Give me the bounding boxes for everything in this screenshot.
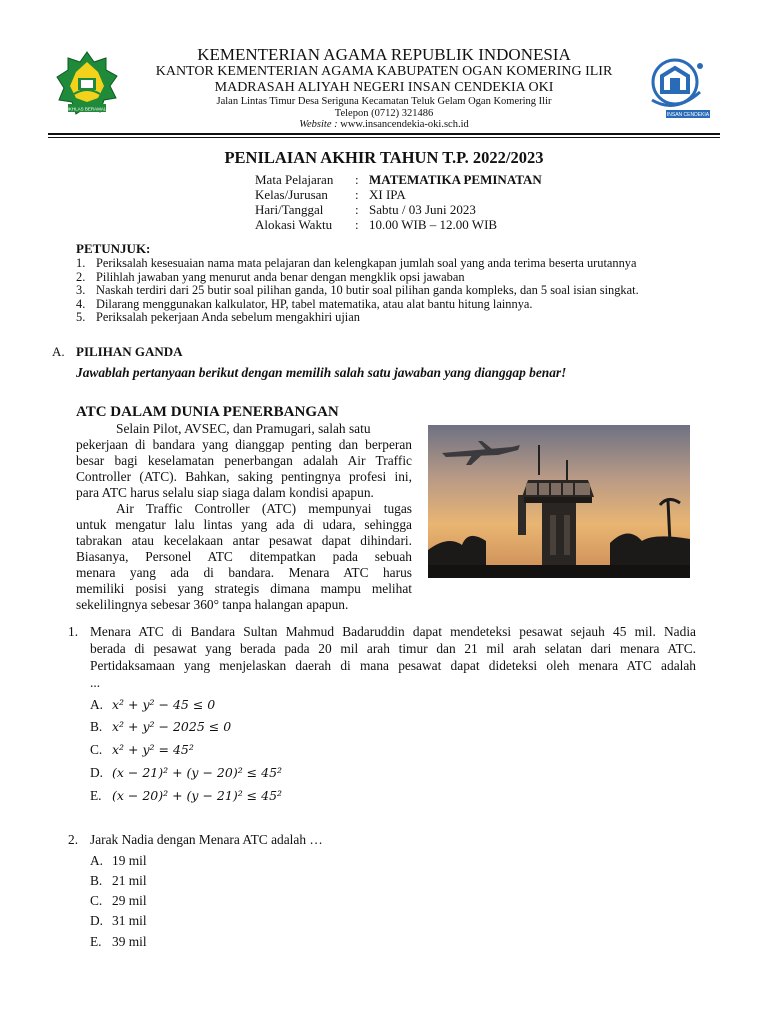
option-text: (x − 20)² + (y − 21)² ≤ 45² xyxy=(112,788,283,803)
option-letter: B. xyxy=(90,873,103,888)
article-line: tabrakan atau kecelakaan antar pesawat dapat dihindari. xyxy=(76,533,412,548)
kemenag-logo xyxy=(54,50,120,118)
logo-right-text: INSAN CENDEKIA xyxy=(666,112,710,118)
option-text: 31 mil xyxy=(112,913,147,928)
info-row-subject xyxy=(255,172,542,187)
answer-option[interactable] xyxy=(90,765,282,785)
atc-tower-photo xyxy=(428,425,690,578)
letterhead-ministry: KEMENTERIAN AGAMA REPUBLIK INDONESIA xyxy=(197,45,571,64)
question-number: 2. xyxy=(68,832,79,847)
answer-option[interactable] xyxy=(90,873,147,893)
article-line: Biasanya, Personel ATC ditempatkan pada sebuah xyxy=(76,549,412,564)
option-letter: E. xyxy=(90,934,102,949)
section-letter: A. xyxy=(52,344,65,359)
list-item: 1. Periksalah kesesuaian nama mata pelajaran dan kelengkapan jumlah soal yang anda terima beserta urutannya xyxy=(76,256,637,270)
info-colon: : xyxy=(355,187,359,202)
article-line: memiliki posisi yang strategis dimana mampu melihat xyxy=(76,581,412,596)
question-line: Menara ATC di Bandara Sultan Mahmud Badaruddin dapat mendeteksi pesawat sejauh 45 mil. Nadia xyxy=(90,624,696,639)
info-label: Mata Pelajaran xyxy=(255,172,334,187)
option-letter: E. xyxy=(90,788,102,803)
answer-option[interactable] xyxy=(90,742,194,762)
article-line: untuk mengatur lalu lintas yang ada di udara, sehingga xyxy=(76,517,412,532)
info-value: 10.00 WIB – 12.00 WIB xyxy=(369,217,498,232)
letterhead-office: KANTOR KEMENTERIAN AGAMA KABUPATEN OGAN KOMERING ILIR xyxy=(155,64,613,79)
article-line: Air Traffic Controller (ATC) mempunyai tugas xyxy=(116,501,412,516)
question-number: 1. xyxy=(68,624,79,639)
option-text: x² + y² − 2025 ≤ 0 xyxy=(112,719,232,734)
article-line: besar bagi keselamatan penerbangan adalah Air Traffic xyxy=(76,453,412,468)
instructions-heading: PETUNJUK: xyxy=(76,241,151,256)
option-text: x² + y² = 45² xyxy=(112,742,194,757)
article-line: Selain Pilot, AVSEC, dan Pramugari, salah satu xyxy=(116,421,371,436)
answer-option[interactable] xyxy=(90,893,147,913)
article-line: sekelilingnya sebesar 360° tanpa halangan apapun. xyxy=(76,597,349,612)
info-label: Alokasi Waktu xyxy=(255,217,333,232)
question-line: berada di pesawat yang berada pada 20 mil arah timur dan 21 mil arah selatan dari menara ATC. xyxy=(90,641,696,656)
instructions-list xyxy=(76,257,716,325)
option-letter: A. xyxy=(90,853,104,868)
option-letter: D. xyxy=(90,765,104,780)
info-row-date xyxy=(255,202,476,217)
logo-left-text: IKHLAS BERAMAL xyxy=(67,106,107,112)
website-url[interactable]: www.insancendekia-oki.sch.id xyxy=(340,119,469,130)
article-title: ATC DALAM DUNIA PENERBANGAN xyxy=(76,404,339,420)
info-row-time xyxy=(255,217,497,232)
list-item: 2. Pilihlah jawaban yang menurut anda benar dengan mengklik opsi jawaban xyxy=(76,269,465,284)
info-value: XI IPA xyxy=(369,187,406,202)
question-text: Jarak Nadia dengan Menara ATC adalah … xyxy=(90,832,323,847)
option-text: x² + y² − 45 ≤ 0 xyxy=(112,697,216,712)
info-label: Kelas/Jurusan xyxy=(255,187,328,202)
list-item: 5. Periksalah pekerjaan Anda sebelum mengakhiri ujian xyxy=(76,310,360,325)
info-row-class xyxy=(255,187,406,202)
insan-cendekia-logo xyxy=(642,52,712,122)
option-text: 19 mil xyxy=(112,853,147,868)
article-text xyxy=(76,421,412,613)
letterhead-rule xyxy=(48,133,720,135)
website-label: Website : xyxy=(299,119,338,130)
info-value: Sabtu / 03 Juni 2023 xyxy=(369,202,476,217)
option-text: 21 mil xyxy=(112,873,147,888)
option-letter: C. xyxy=(90,893,103,908)
info-colon: : xyxy=(355,217,359,232)
list-item: 3. Naskah terdiri dari 25 butir soal pilihan ganda, 10 butir soal pilihan ganda kompleks, dan 5 soal isian singkat. xyxy=(76,283,639,298)
answer-option[interactable] xyxy=(90,719,231,739)
letterhead-school: MADRASAH ALIYAH NEGERI INSAN CENDEKIA OKI xyxy=(214,80,554,95)
option-text: (x − 21)² + (y − 20)² ≤ 45² xyxy=(112,765,283,780)
option-text: 39 mil xyxy=(112,934,147,949)
info-colon: : xyxy=(355,202,359,217)
question-line: Pertidaksamaan yang menjelaskan daerah di mana pesawat dapat dideteksi oleh menara ATC adalah xyxy=(90,658,696,673)
letterhead-website xyxy=(120,119,648,131)
question-line: ... xyxy=(90,675,101,690)
info-label: Hari/Tanggal xyxy=(255,202,324,217)
option-text: 29 mil xyxy=(112,893,147,908)
article-line: Controller (ATC). Bahkan, saking pentingnya profesi ini, xyxy=(76,469,412,484)
answer-option[interactable] xyxy=(90,853,147,873)
question-text xyxy=(90,623,696,691)
letterhead-phone: Telepon (0712) 321486 xyxy=(334,108,434,119)
article-line: menara yang ada di bandara. Menara ATC harus xyxy=(76,565,412,580)
option-letter: C. xyxy=(90,742,103,757)
article-line: pekerjaan di bandara yang dianggap penting dan berperan xyxy=(76,437,412,452)
section-instruction: Jawablah pertanyaan berikut dengan memilih salah satu jawaban yang dianggap benar! xyxy=(76,365,567,380)
option-letter: D. xyxy=(90,913,104,928)
letterhead-rule-thin xyxy=(48,137,720,138)
letterhead-address: Jalan Lintas Timur Desa Seriguna Kecamatan Teluk Gelam Ogan Komering Ilir xyxy=(216,96,552,107)
section-title: PILIHAN GANDA xyxy=(76,344,183,359)
list-item: 4. Dilarang menggunakan kalkulator, HP, tabel matematika, atau alat bantu hitung lainnya. xyxy=(76,296,533,311)
answer-option[interactable] xyxy=(90,913,147,933)
answer-option[interactable] xyxy=(90,934,147,954)
info-value: MATEMATIKA PEMINATAN xyxy=(369,172,542,187)
option-letter: B. xyxy=(90,719,103,734)
exam-title: PENILAIAN AKHIR TAHUN T.P. 2022/2023 xyxy=(224,148,544,167)
info-colon: : xyxy=(355,172,359,187)
article-line: para ATC harus selalu siap siaga dalam kondisi apapun. xyxy=(76,485,374,500)
option-letter: A. xyxy=(90,697,104,712)
answer-option[interactable] xyxy=(90,788,282,808)
answer-option[interactable] xyxy=(90,697,215,717)
